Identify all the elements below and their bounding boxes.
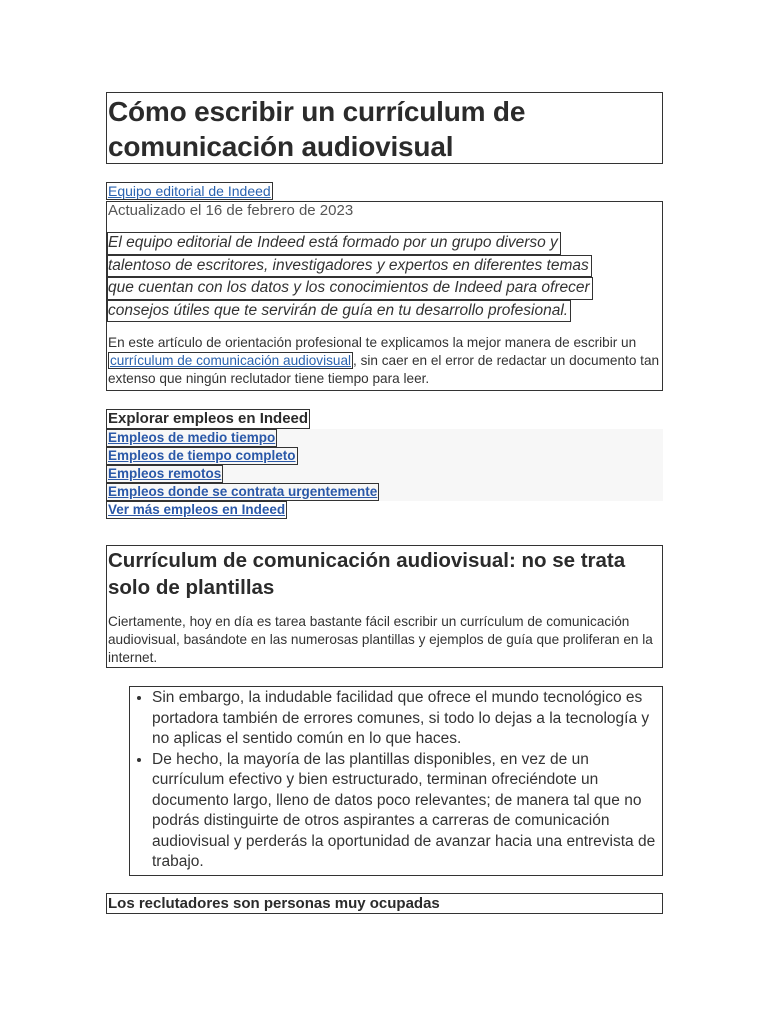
templates-bullet-list-box (129, 686, 663, 876)
list-item: • De hecho, la mayoría de las plantillas disponibles, en vez de un currículum efectivo y bien estructurado, terminan ofreciéndote un documento largo, lleno de datos poco relevantes; de manera tal que no podrás distinguirte de otros aspirantes a carreras de comunicación audiovisual y perderás la oportunidad de avanzar hacia una entrevista de trabajo. (152, 750, 662, 873)
job-link-remote[interactable]: Empleos remotos (108, 466, 222, 481)
intro-link-curriculum[interactable]: currículum de comunicación audiovisual (110, 353, 352, 368)
list-item: • Sin embargo, la indudable facilidad que ofrece el mundo tecnológico es portadora también de errores comunes, si todo lo dejas a la tecnología y no aplicas el sentido común en lo que haces. (152, 688, 662, 750)
more-jobs-link[interactable]: Ver más empleos en Indeed (108, 502, 286, 517)
job-link-part-time[interactable]: Empleos de medio tiempo (108, 430, 276, 445)
jobs-link-list (106, 429, 663, 501)
author-bio-line: El equipo editorial de Indeed está formado por un grupo diverso y (107, 232, 561, 255)
updated-date: Actualizado el 16 de febrero de 2023 (108, 202, 354, 219)
templates-bullet-list (130, 688, 662, 873)
job-link-urgent[interactable]: Empleos donde se contrata urgentemente (108, 484, 378, 499)
article-title-box (106, 92, 663, 164)
author-link[interactable]: Equipo editorial de Indeed (108, 183, 271, 199)
article-title: Cómo escribir un currículum de comunicación audiovisual (108, 96, 526, 162)
intro-text-after: , sin caer en el error de redactar un documento tan extenso que ningún reclutador tiene tiempo para leer. (108, 353, 660, 386)
section-templates (106, 545, 663, 668)
article-meta-box (106, 201, 663, 391)
author-bio (108, 232, 662, 322)
recruiters-heading: Los reclutadores son personas muy ocupadas (106, 893, 663, 914)
intro-text-before: En este artículo de orientación profesional te explicamos la mejor manera de escribir un (108, 335, 637, 350)
job-link-full-time[interactable]: Empleos de tiempo completo (108, 448, 296, 463)
intro-paragraph (108, 334, 662, 388)
article-page (106, 92, 663, 914)
explore-jobs-section (106, 409, 663, 519)
section-templates-paragraph: Ciertamente, hoy en día es tarea bastante fácil escribir un currículum de comunicación audiovisual, basándote en las numerosas plantillas y ejemplos de guía que proliferan en la internet. (108, 614, 653, 665)
author-bio-line: que cuentan con los datos y los conocimientos de Indeed para ofrecer (107, 277, 593, 300)
author-bio-line: talentoso de escritores, investigadores y expertos en diferentes temas (107, 255, 592, 278)
section-templates-heading: Currículum de comunicación audiovisual: no se trata solo de plantillas (108, 549, 626, 599)
author-bio-line: consejos útiles que te servirán de guía en tu desarrollo profesional. (107, 300, 571, 323)
explore-jobs-heading: Explorar empleos en Indeed (108, 410, 309, 427)
